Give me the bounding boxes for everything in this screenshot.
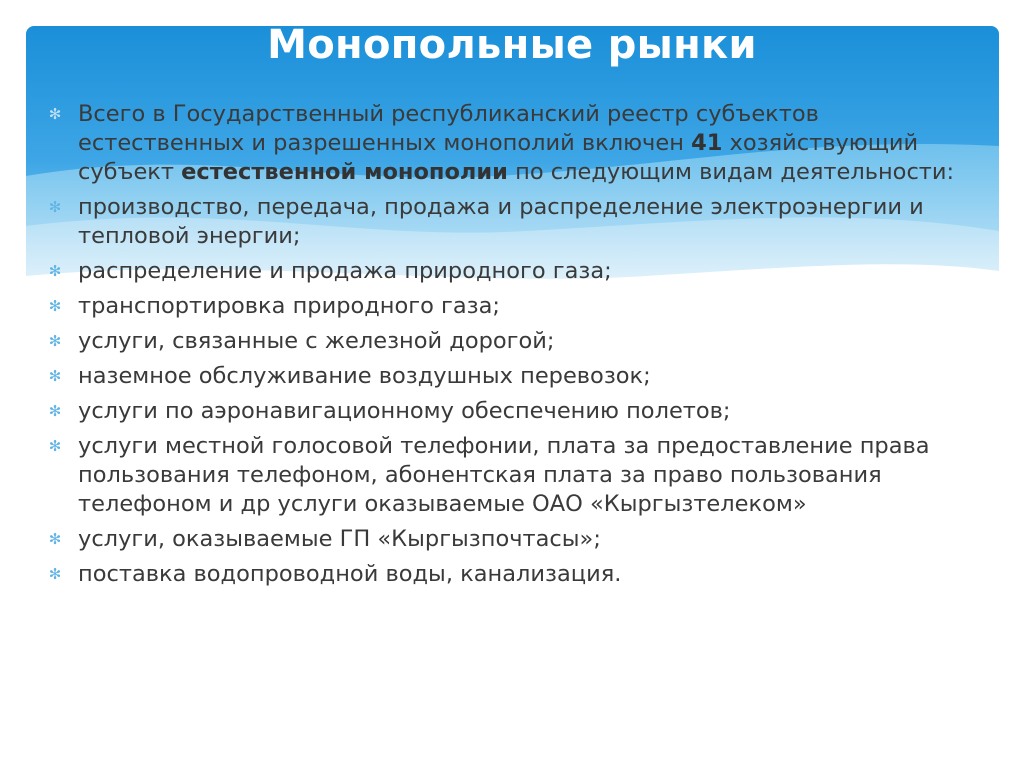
list-item-text: услуги местной голосовой телефонии, плата за предоставление права пользования телефоном, абонентская плата за право пользования телефоном и др услуги оказываемые ОАО «Кыргызтелеком» — [78, 433, 930, 517]
asterisk-icon: ✻ — [48, 105, 62, 123]
asterisk-icon: ✻ — [48, 402, 62, 420]
list-item — [46, 327, 976, 356]
intro-text — [78, 101, 954, 185]
list-item — [46, 560, 976, 589]
list-item-text: услуги, связанные с железной дорогой; — [78, 328, 555, 354]
list-item-text: наземное обслуживание воздушных перевозок; — [78, 363, 651, 389]
list-item — [46, 257, 976, 286]
list-item — [46, 362, 976, 391]
list-item-text: производство, передача, продажа и распределение электроэнергии и тепловой энергии; — [78, 194, 924, 249]
intro-count: 41 — [691, 130, 723, 156]
asterisk-icon: ✻ — [48, 367, 62, 385]
list-item-text: услуги по аэронавигационному обеспечению полетов; — [78, 398, 731, 424]
asterisk-icon: ✻ — [48, 262, 62, 280]
list-item — [46, 397, 976, 426]
asterisk-icon: ✻ — [48, 332, 62, 350]
intro-emphasis: естественной монополии — [181, 159, 508, 185]
asterisk-icon: ✻ — [48, 530, 62, 548]
bullet-list — [46, 100, 976, 595]
list-item — [46, 525, 976, 554]
list-item-intro — [46, 100, 976, 187]
intro-before: Всего в Государственный республиканский реестр субъектов естественных и разрешенных монополий включен — [78, 101, 819, 156]
list-item-text: поставка водопроводной воды, канализация. — [78, 561, 622, 587]
list-item-text: транспортировка природного газа; — [78, 293, 500, 319]
list-item-text: распределение и продажа природного газа; — [78, 258, 612, 284]
intro-after: по следующим видам деятельности: — [507, 159, 955, 185]
intro-middle: хозяйствующий субъект — [78, 130, 919, 185]
list-item — [46, 193, 976, 251]
asterisk-icon: ✻ — [48, 198, 62, 216]
asterisk-icon: ✻ — [48, 297, 62, 315]
asterisk-icon: ✻ — [48, 437, 62, 455]
list-item — [46, 432, 976, 519]
list-item-text: услуги, оказываемые ГП «Кыргызпочтасы»; — [78, 526, 601, 552]
list-item — [46, 292, 976, 321]
asterisk-icon: ✻ — [48, 565, 62, 583]
slide-title: Монопольные рынки — [267, 22, 757, 68]
